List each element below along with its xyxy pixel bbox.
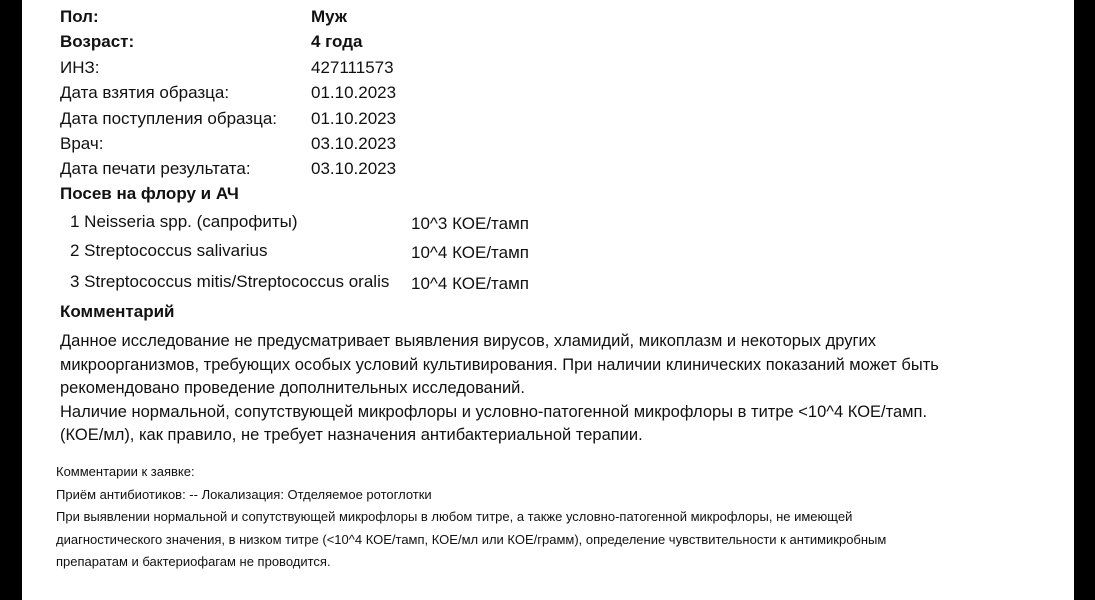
order-comments [56, 461, 1056, 574]
organism-titer: 10^4 КОЕ/тамп [411, 243, 530, 262]
organism-name: 2 Streptococcus salivarius [70, 241, 268, 260]
sample-date-label: Дата взятия образца: [60, 83, 230, 102]
sex-value: Муж [311, 7, 347, 26]
comment-line: (КОЕ/мл), как правило, не требует назначения антибактериальной терапии. [60, 426, 643, 444]
report-page [22, 0, 1074, 600]
age-value: 4 года [311, 32, 363, 51]
result-row [70, 212, 530, 233]
organism-name: 3 Streptococcus mitis/Streptococcus oralis [70, 272, 390, 291]
comment-title: Комментарий [60, 302, 175, 321]
culture-title: Посев на флору и АЧ [60, 184, 239, 203]
result-row [70, 272, 530, 293]
comment-line: рекомендовано проведение дополнительных исследований. [60, 379, 525, 397]
result-row [70, 241, 530, 262]
order-comments-line: диагностического значения, в низком титре (<10^4 КОЕ/тамп, КОЕ/мл или КОЕ/грамм), определение чувствительности к антимикробным [56, 531, 887, 547]
comment-line: Наличие нормальной, сопутствующей микрофлоры и условно-патогенной микрофлоры в титре <10^4 КОЕ/тамп. [60, 402, 928, 421]
organism-titer: 10^4 КОЕ/тамп [411, 274, 530, 293]
print-date-value: 03.10.2023 [311, 159, 397, 178]
organism-name: 1 Neisseria spp. (сапрофиты) [70, 212, 298, 231]
order-comments-line: Приём антибиотиков: -- Локализация: Отделяемое ротоглотки [56, 486, 432, 502]
age-label: Возраст: [60, 32, 135, 51]
inz-label: ИНЗ: [60, 58, 100, 77]
comment-line: микроорганизмов, требующих особых условий культивирования. При наличии клинических показаний может быть [60, 355, 939, 374]
organism-titer: 10^3 КОЕ/тамп [411, 214, 530, 233]
sample-date-value: 01.10.2023 [311, 83, 397, 102]
comment-line: Данное исследование не предусматривает выявления вирусов, хламидий, микоплазм и некоторых других [60, 332, 876, 350]
doctor-label: Врач: [60, 134, 104, 153]
order-comments-line: препаратам и бактериофагам не проводится. [56, 554, 331, 569]
order-comments-line: При выявлении нормальной и сопутствующей микрофлоры в любом титре, а также условно-патогенной микрофлоры, не имеющей [56, 509, 853, 524]
sex-label: Пол: [60, 7, 99, 26]
comment-text [60, 330, 1050, 448]
doctor-value: 03.10.2023 [311, 134, 397, 153]
print-date-label: Дата печати результата: [60, 159, 251, 178]
receipt-date-label: Дата поступления образца: [60, 109, 278, 128]
receipt-date-value: 01.10.2023 [311, 109, 397, 128]
order-comments-title: Комментарии к заявке: [56, 464, 195, 479]
inz-value: 427111573 [311, 58, 394, 77]
